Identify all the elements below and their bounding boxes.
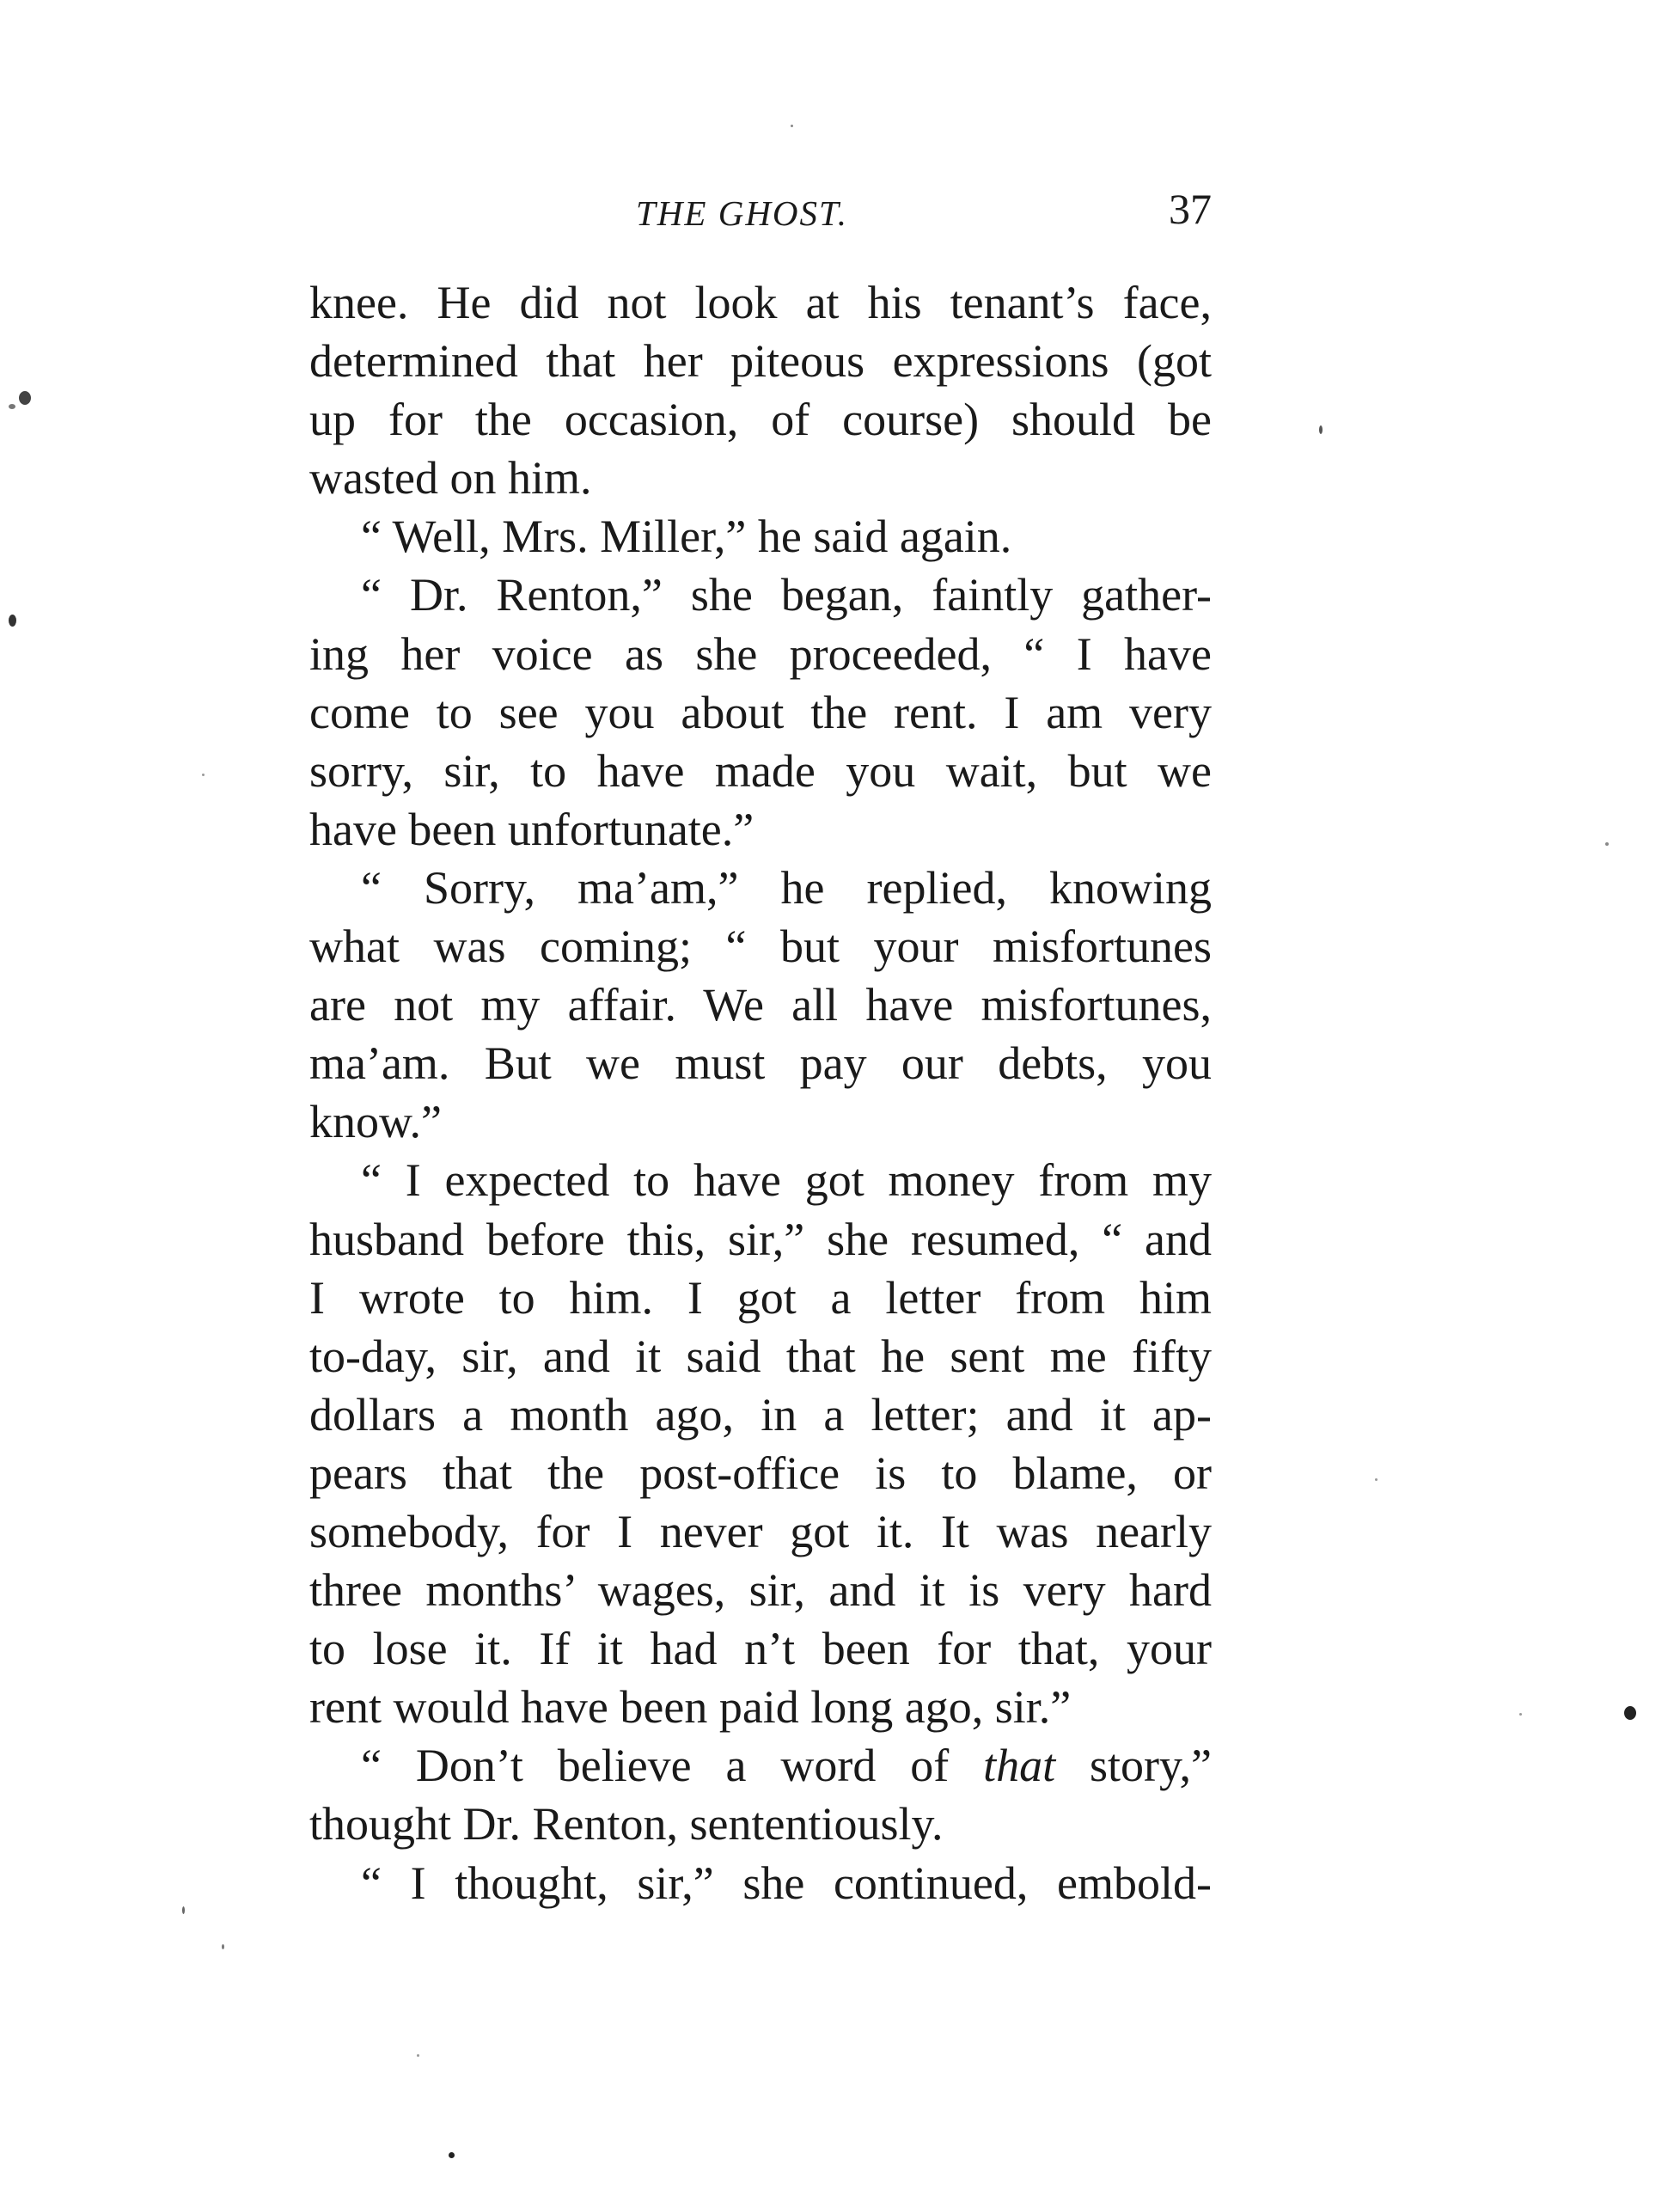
text-line: wasted on him.	[309, 452, 592, 505]
text-line: “ I expected to have got money from my	[361, 1154, 1212, 1207]
text-line: have been unfortunate.”	[309, 803, 754, 855]
text-line: determined that her piteous expressions (got	[309, 335, 1212, 388]
scan-speck	[791, 125, 793, 127]
text-line: to lose it. If it had n’t been for that, your	[309, 1623, 1212, 1675]
text-line: somebody, for I never got it. It was nearly	[309, 1505, 1212, 1557]
text-line: up for the occasion, of course) should be	[309, 394, 1212, 446]
body-text	[309, 273, 1212, 1912]
text-line: know.”	[309, 1096, 442, 1148]
text-line: “ Dr. Renton,” she began, faintly gather-	[361, 569, 1212, 621]
emphasis: that	[983, 1740, 1056, 1792]
scan-speck	[202, 774, 205, 776]
text-line: ma’am. But we must pay our debts, you	[309, 1037, 1212, 1090]
running-title: THE GHOST.	[636, 193, 849, 233]
scan-speck	[182, 1906, 185, 1914]
scan-speck	[417, 2054, 419, 2057]
text-line: come to see you about the rent. I am very	[309, 686, 1212, 738]
text-line: pears that the post-office is to blame, or	[309, 1447, 1212, 1499]
text-line: are not my affair. We all have misfortunes,	[309, 979, 1212, 1031]
scan-speck	[9, 404, 15, 409]
text-line: ing her voice as she proceeded, “ I have	[309, 627, 1212, 680]
text-line: husband before this, sir,” she resumed, “ and	[309, 1213, 1212, 1265]
text-line: thought Dr. Renton, sententiously.	[309, 1798, 944, 1850]
text-line: “ Sorry, ma’am,” he replied, knowing	[361, 861, 1212, 914]
text-line: “ Well, Mrs. Miller,” he said again.	[361, 511, 1012, 563]
text-line: rent would have been paid long ago, sir.”	[309, 1681, 1072, 1734]
scan-speck	[222, 1944, 224, 1949]
text-line: sorry, sir, to have made you wait, but we	[309, 744, 1212, 797]
text-line: dollars a month ago, in a letter; and it ap-	[309, 1388, 1212, 1441]
text-line: “ Don’t believe a word of that story,”	[361, 1740, 1212, 1792]
scan-speck	[19, 391, 31, 405]
scan-speck	[1605, 842, 1609, 846]
text-line: I wrote to him. I got a letter from him	[309, 1271, 1212, 1324]
scan-speck	[1519, 1713, 1522, 1716]
running-head	[309, 187, 1212, 239]
scan-speck	[1624, 1706, 1636, 1720]
scan-speck	[449, 2152, 455, 2158]
scan-speck	[1319, 425, 1323, 434]
scan-speck	[9, 615, 16, 627]
page-number: 37	[1169, 185, 1212, 233]
text-line: to-day, sir, and it said that he sent me fifty	[309, 1330, 1212, 1382]
text-line: knee. He did not look at his tenant’s face,	[309, 277, 1212, 328]
text-line: three months’ wages, sir, and it is very hard	[309, 1564, 1212, 1617]
text-line: what was coming; “ but your misfortunes	[309, 921, 1212, 973]
text-line: “ I thought, sir,” she continued, embold-	[361, 1857, 1212, 1909]
scan-speck	[1375, 1478, 1378, 1481]
